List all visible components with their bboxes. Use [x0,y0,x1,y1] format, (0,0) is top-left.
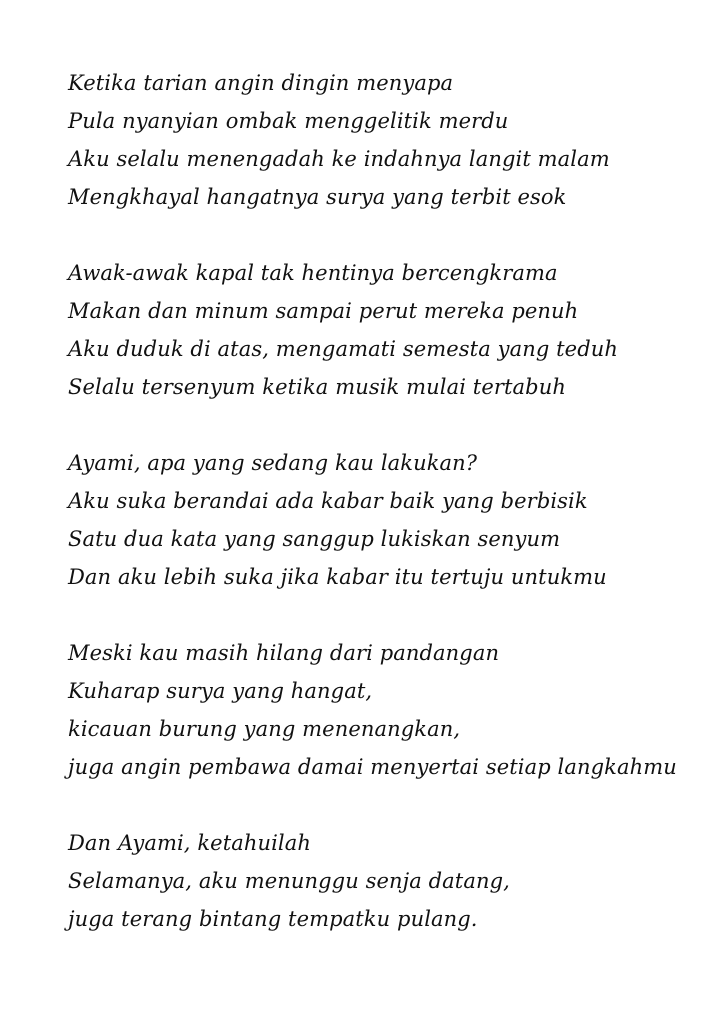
poem-line: Ayami, apa yang sedang kau lakukan? [68,451,478,475]
poem-line: Mengkhayal hangatnya surya yang terbit esok [68,185,567,209]
poem-line: Dan aku lebih suka jika kabar itu tertuju untukmu [68,565,607,589]
poem-line: Aku duduk di atas, mengamati semesta yang teduh [68,337,619,361]
poem-line: Awak-awak kapal tak hentinya bercengkrama [68,261,558,285]
poem-body [68,64,688,976]
poem-line: juga angin pembawa damai menyertai setiap langkahmu [68,755,677,779]
poem-line: kicauan burung yang menenangkan, [68,717,461,741]
poem-line: Aku selalu menengadah ke indahnya langit malam [68,147,610,171]
poem-line: Meski kau masih hilang dari pandangan [68,641,500,665]
poem-line: Dan Ayami, ketahuilah [68,831,311,855]
poem-line: juga terang bintang tempatku pulang. [68,907,478,931]
poem-line: Selalu tersenyum ketika musik mulai tertabuh [68,375,566,399]
poem-line: Makan dan minum sampai perut mereka penuh [68,299,579,323]
poem-line: Pula nyanyian ombak menggelitik merdu [68,109,509,133]
poem-line: Satu dua kata yang sanggup lukiskan senyum [68,527,561,551]
stanza-4 [68,634,688,786]
poem-line: Kuharap surya yang hangat, [68,679,373,703]
stanza-3 [68,444,688,596]
stanza-5 [68,824,688,938]
poem-line: Ketika tarian angin dingin menyapa [68,71,454,95]
poem-line: Selamanya, aku menunggu senja datang, [68,869,510,893]
stanza-2 [68,254,688,406]
poem-line: Aku suka berandai ada kabar baik yang berbisik [68,489,588,513]
stanza-1 [68,64,688,216]
